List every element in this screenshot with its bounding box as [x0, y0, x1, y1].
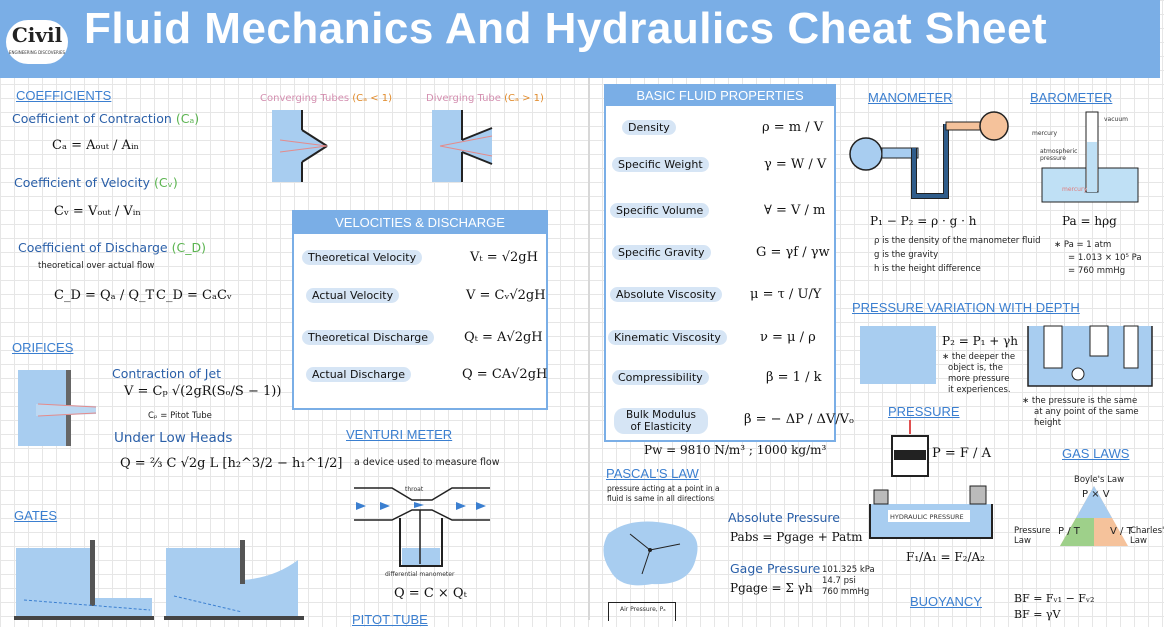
barometer-formula: Pa = hρg: [1062, 214, 1117, 228]
pitot-note: Cₚ = Pitot Tube: [148, 411, 212, 421]
basic-heading: BASIC FLUID PROPERTIES: [606, 86, 834, 106]
gas-laws-heading: GAS LAWS: [1062, 446, 1130, 461]
coefficients-heading: COEFFICIENTS: [16, 88, 112, 103]
velocities-heading: VELOCITIES & DISCHARGE: [294, 212, 546, 234]
water-density: Pw = 9810 N/m³ ; 1000 kg/m³: [644, 443, 827, 457]
low-heads-formula: Q = ⅔ C √2g L [h₂^3/2 − h₁^1/2]: [120, 456, 343, 471]
hydraulic-formula: F₁/A₁ = F₂/A₂: [906, 550, 985, 564]
manometer-label: differential manometer: [385, 571, 455, 578]
property-formula: β = 1 / k: [766, 370, 822, 385]
depth-formula: P₂ = P₁ + γh: [942, 334, 1019, 348]
jet-title: Contraction of Jet: [112, 366, 222, 381]
pressure-law-label: Pressure Law: [1014, 526, 1051, 546]
pressure-heading: PRESSURE: [888, 404, 960, 419]
same-height-note: at any point of the same: [1034, 407, 1139, 417]
throat-label: throat: [405, 486, 424, 493]
brand-logo: Civil ENGINEERING DISCOVERIES: [6, 20, 68, 64]
pressure-formula: P = F / A: [932, 446, 991, 461]
barometer-heading: BAROMETER: [1030, 90, 1113, 105]
atm-value: 101.325 kPa: [822, 565, 875, 575]
buoyancy-heading: BUOYANCY: [910, 594, 982, 609]
diverging-label: Diverging Tube (Cₐ > 1): [426, 93, 544, 104]
velocity-row-formula: Vₜ = √2gH: [470, 250, 538, 265]
pxv-label: P × V: [1082, 489, 1110, 500]
property-formula: β = − ΔP / ΔV/Vₒ: [744, 412, 855, 427]
velocity-row-formula: Q = CA√2gH: [462, 367, 548, 382]
depth-heading: PRESSURE VARIATION WITH DEPTH: [852, 300, 1080, 315]
velocity-row-formula: V = Cᵥ√2gH: [466, 288, 546, 303]
pitot-heading: PITOT TUBE: [352, 612, 428, 627]
contraction-label: Coefficient of Contraction (Cₐ): [12, 111, 200, 126]
property-label: Specific Volume: [610, 203, 709, 218]
property-label: Density: [622, 120, 676, 135]
velocity-row-label: Theoretical Discharge: [302, 330, 434, 345]
converging-label: Converging Tubes (Cₐ < 1): [260, 93, 393, 104]
air-pressure-label: Air Pressure, Pₐ: [620, 606, 666, 613]
discharge-coef-label: Coefficient of Discharge (C_D): [18, 240, 206, 255]
gates-heading: GATES: [14, 508, 58, 523]
orifice-diagram: [18, 370, 108, 446]
jet-formula: V = Cₚ √(2gR(Sₒ/S − 1)): [124, 384, 282, 399]
manometer-note: g is the gravity: [874, 250, 939, 260]
barometer-note: = 760 mmHg: [1068, 266, 1126, 276]
velocity-row-label: Actual Velocity: [306, 288, 399, 303]
velocity-row-label: Actual Discharge: [306, 367, 411, 382]
venturi-heading: VENTURI METER: [346, 427, 453, 442]
basic-properties-box: [604, 84, 836, 442]
velocity-row-formula: Qₜ = A√2gH: [464, 330, 543, 345]
converging-tube-diagram: [272, 110, 342, 182]
property-formula: ∀ = V / m: [764, 203, 826, 218]
property-formula: γ = W / V: [764, 157, 827, 172]
charles-law-formula: V / T: [1110, 526, 1133, 537]
pascal-desc-1: pressure acting at a point in a: [607, 484, 720, 493]
property-formula: ρ = m / V: [762, 120, 824, 135]
barometer-note: = 1.013 × 10⁵ Pa: [1068, 253, 1142, 263]
manometer-heading: MANOMETER: [868, 90, 953, 105]
discharge-formula-1: C_D = Qₐ / Q_T: [54, 288, 155, 303]
discharge-note: theoretical over actual flow: [38, 261, 155, 271]
gage-pressure-title: Gage Pressure: [730, 561, 821, 576]
velocity-coef-label: Coefficient of Velocity (Cᵥ): [14, 175, 178, 190]
absolute-pressure-title: Absolute Pressure: [728, 510, 840, 525]
manometer-note: ρ is the density of the manometer fluid: [874, 236, 1041, 246]
property-formula: μ = τ / U/Y: [750, 287, 822, 302]
pascal-desc-2: fluid is same in all directions: [607, 494, 715, 503]
boyle-label: Boyle's Law: [1074, 475, 1125, 485]
depth-note: it experiences.: [948, 385, 1011, 395]
property-label: Specific Gravity: [612, 245, 711, 260]
pascal-diagram: [600, 512, 710, 592]
same-height-note: height: [1034, 418, 1062, 428]
barometer-note: ∗ Pa = 1 atm: [1054, 240, 1112, 250]
property-formula: ν = μ / ρ: [760, 330, 816, 345]
charles-law-label: Charles' Law: [1130, 526, 1164, 546]
contraction-formula: Cₐ = Aₒᵤₜ / Aᵢₙ: [52, 138, 140, 153]
buoyancy-formula-2: BF = γV: [1014, 608, 1061, 621]
pressure-law-formula: P / T: [1058, 526, 1080, 537]
communicating-vessels-diagram: [1026, 326, 1154, 390]
depth-note: ∗ the deeper the: [942, 352, 1016, 362]
depth-note: more pressure: [948, 374, 1010, 384]
gates-diagram: [14, 540, 304, 620]
hydraulic-label: HYDRAULIC PRESSURE: [890, 513, 964, 521]
atmospheric-label: atmospheric pressure: [1040, 148, 1078, 162]
buoyancy-formula-1: BF = Fᵥ₁ − Fᵥ₂: [1014, 592, 1095, 605]
orifices-heading: ORIFICES: [12, 340, 74, 355]
velocity-row-label: Theoretical Velocity: [302, 250, 422, 265]
venturi-desc: a device used to measure flow: [354, 457, 500, 468]
property-label: Kinematic Viscosity: [608, 330, 727, 345]
same-height-note: ∗ the pressure is the same: [1022, 396, 1138, 406]
mercury-bottom-label: mercury: [1062, 186, 1087, 193]
discharge-formula-2: C_D = CₐCᵥ: [156, 288, 232, 303]
velocity-coef-formula: Cᵥ = Vₒᵤₜ / Vᵢₙ: [54, 204, 142, 219]
piston-diagram: [888, 420, 932, 480]
mercury-label: mercury: [1032, 130, 1057, 137]
depth-diagram: [860, 326, 936, 384]
low-heads-title: Under Low Heads: [114, 430, 233, 446]
depth-note: object is, the: [948, 363, 1004, 373]
pascal-heading: PASCAL'S LAW: [606, 466, 699, 481]
gage-pressure-formula: Pgage = Σ γh: [730, 581, 813, 595]
column-divider: [588, 78, 590, 620]
venturi-formula: Q = C × Qₜ: [394, 586, 467, 601]
manometer-note: h is the height difference: [874, 264, 981, 274]
atm-value: 760 mmHg: [822, 587, 870, 597]
property-label: Bulk Modulus of Elasticity: [614, 408, 708, 434]
hydraulic-press-diagram: [866, 484, 996, 540]
property-label: Compressibility: [612, 370, 709, 385]
diverging-tube-diagram: [432, 110, 502, 182]
property-formula: G = γf / γw: [756, 245, 830, 260]
manometer-diagram: [846, 108, 1016, 206]
atm-value: 14.7 psi: [822, 576, 856, 586]
manometer-formula: P₁ − P₂ = ρ · g · h: [870, 214, 977, 228]
absolute-pressure-formula: Pabs = Pgage + Patm: [730, 530, 863, 544]
page-title: Fluid Mechanics And Hydraulics Cheat Sheet: [84, 4, 1048, 53]
property-label: Specific Weight: [612, 157, 709, 172]
property-label: Absolute Viscosity: [610, 287, 722, 302]
vacuum-label: vacuum: [1104, 116, 1128, 123]
venturi-diagram: [352, 478, 492, 578]
